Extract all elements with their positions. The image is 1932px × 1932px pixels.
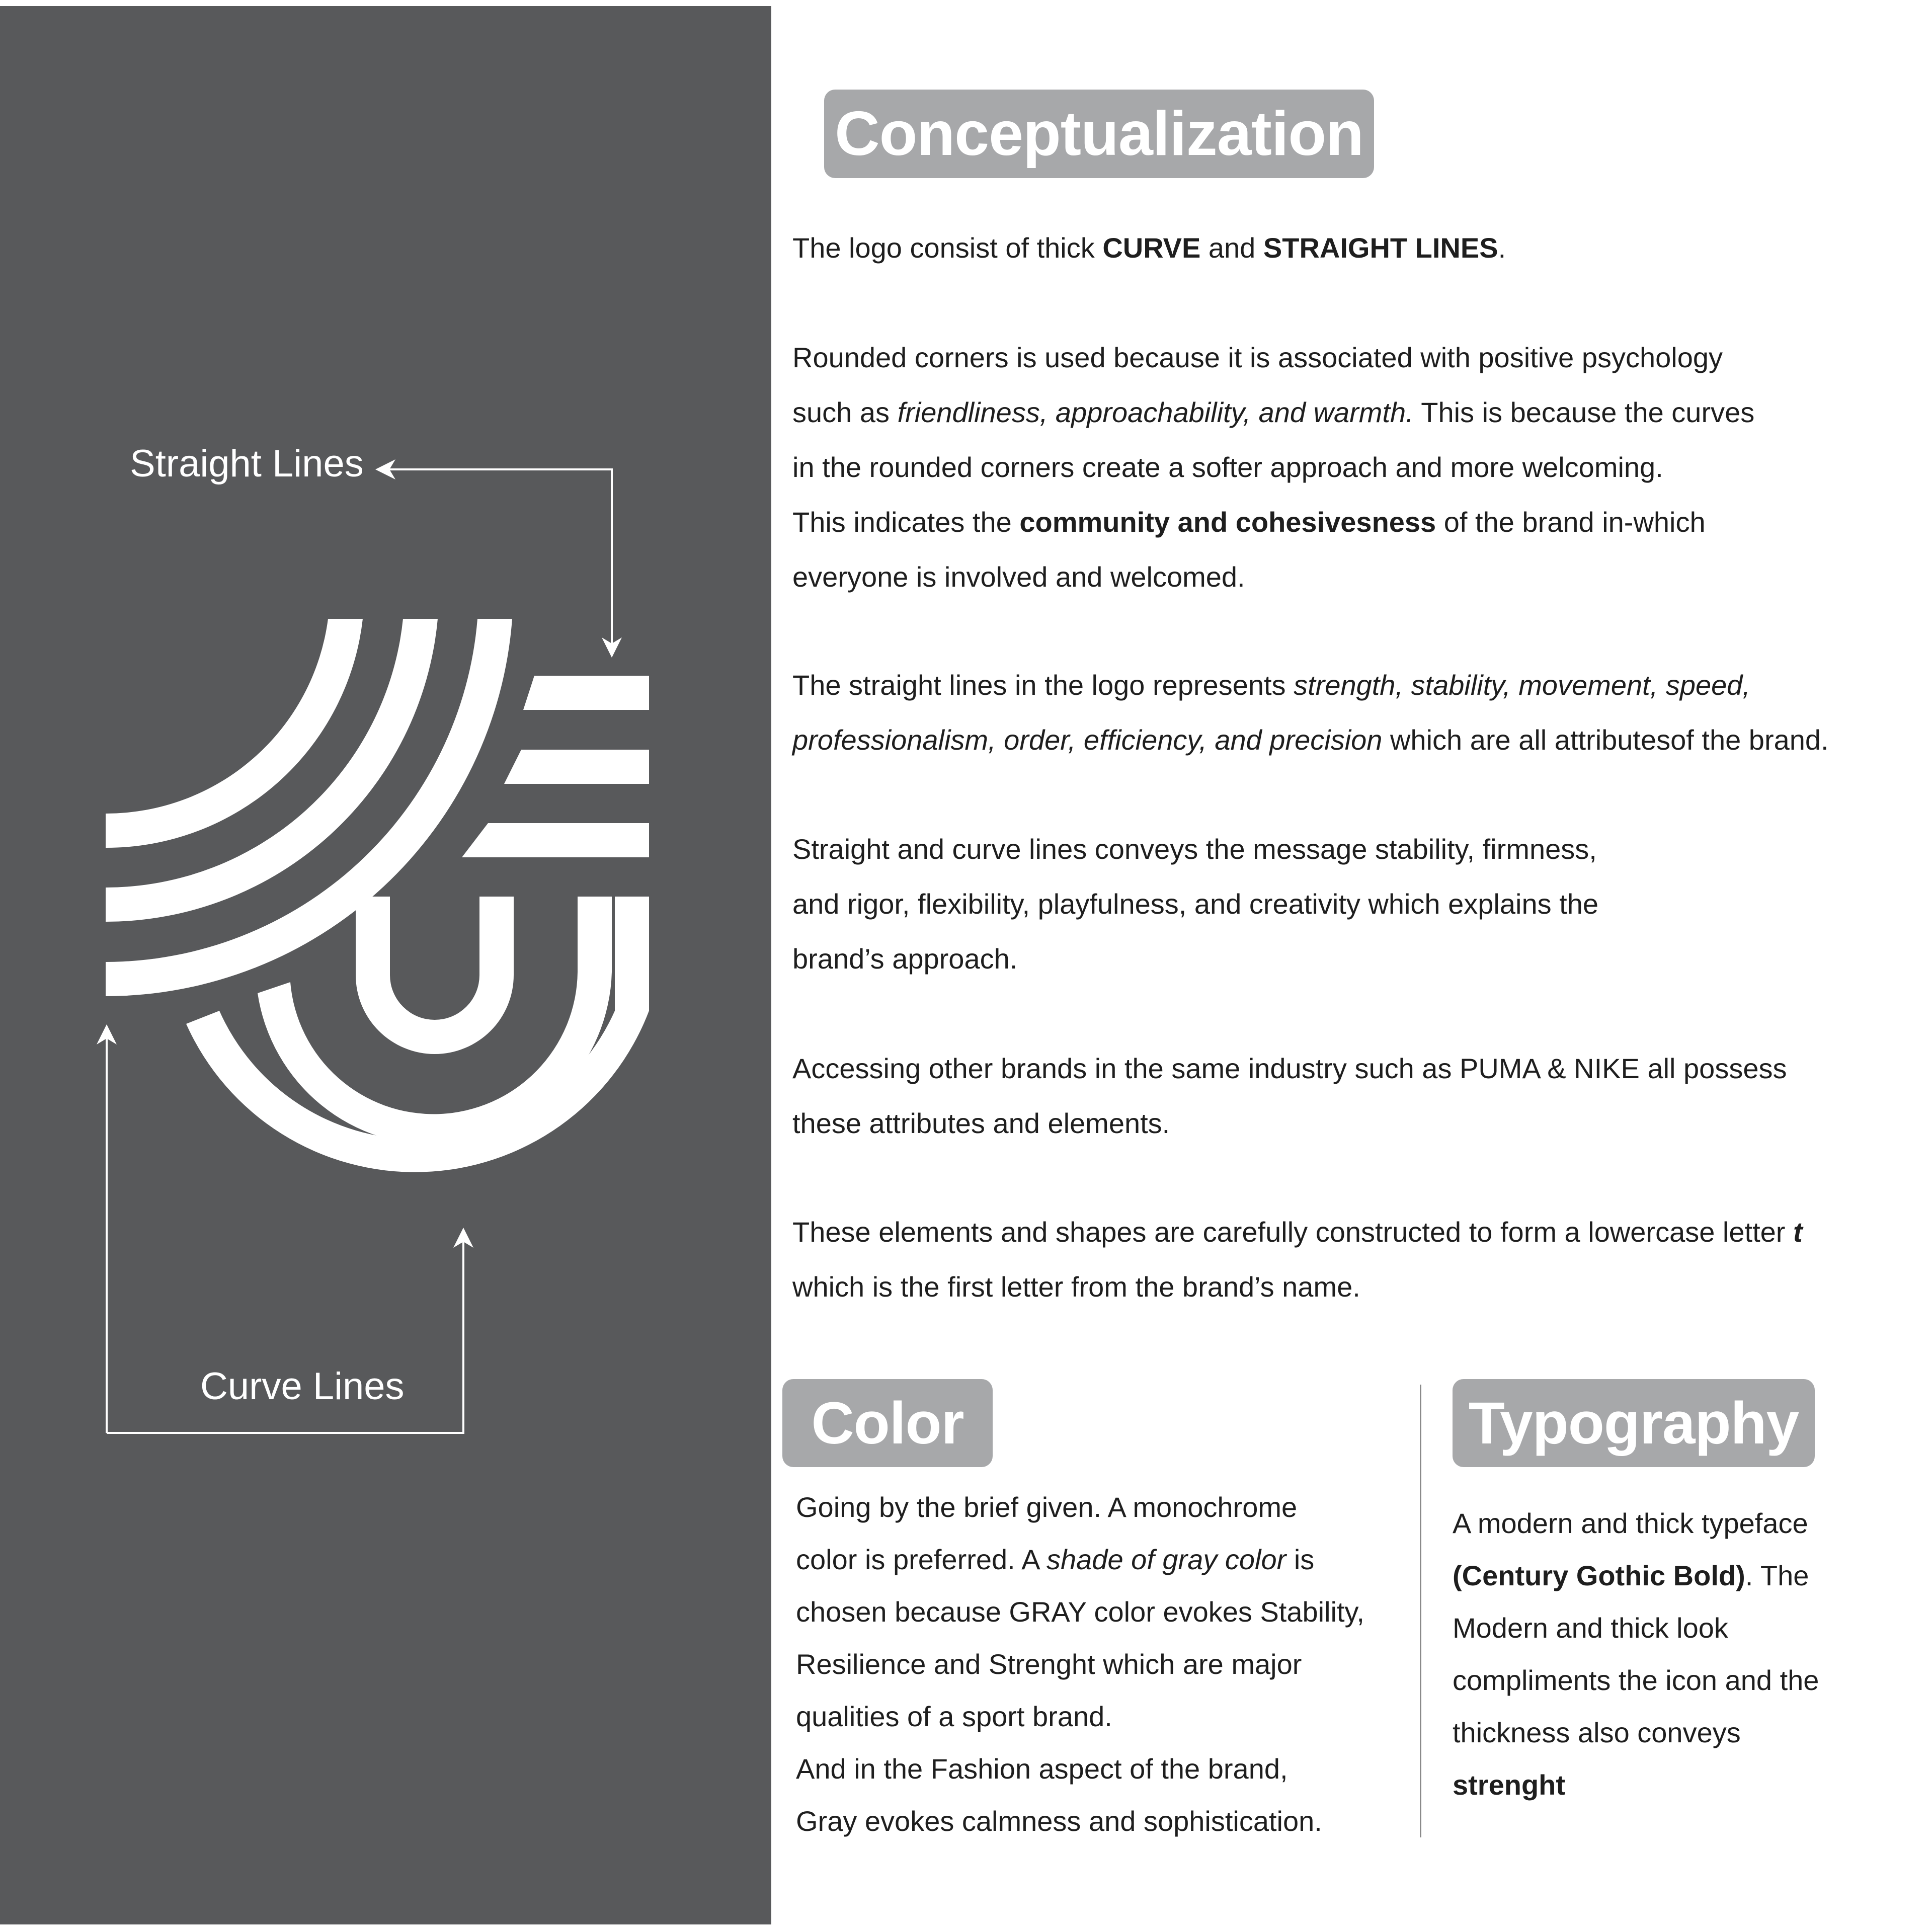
color-paragraph: Going by the brief given. A monochrome color is preferred. A shade of gray color is chosen because GRAY color evokes Stability, Resilience and Strenght which are major qualities of a sport brand. And in the Fashion aspect of the brand, Gray evokes calmness and sophistication.	[796, 1491, 1364, 1837]
section-divider	[1420, 1385, 1421, 1837]
concept-paragraph-5: Accessing other brands in the same industry such as PUMA & NIKE all possess these attributes and elements.	[792, 1053, 1787, 1139]
concept-paragraph-2: Rounded corners is used because it is associated with positive psychology such as friendliness, approachability, and warmth. This is because the curves in the rounded corners create a softer approach and more welcoming. This indicates the community and cohesivesness of the brand in-which everyone is involved and welcomed.	[792, 342, 1755, 593]
conceptualization-heading: Conceptualization	[824, 90, 1374, 178]
logo-diagram	[0, 0, 771, 1932]
logo-bar-3	[462, 823, 649, 857]
straight-lines-label: Straight Lines	[130, 442, 364, 485]
logo-bar-2	[504, 750, 649, 784]
typography-heading: Typography	[1453, 1379, 1815, 1467]
logo-mark-t	[106, 619, 649, 1172]
concept-paragraph-4: Straight and curve lines conveys the message stability, firmness, and rigor, flexibility, playfulness, and creativity which explains the brand’s approach.	[792, 833, 1598, 975]
typography-paragraph: A modern and thick typeface (Century Gothic Bold). The Modern and thick look compliments the icon and the thickness also conveys strenght	[1453, 1507, 1819, 1801]
concept-paragraph-1: The logo consist of thick CURVE and STRAIGHT LINES.	[792, 232, 1506, 264]
logo-bar-1	[523, 676, 649, 710]
curve-lines-label: Curve Lines	[200, 1365, 405, 1408]
concept-paragraph-3: The straight lines in the logo represents strength, stability, movement, speed, professionalism, order, efficiency, and precision which are all attributesof the brand.	[792, 669, 1829, 756]
concept-paragraph-6: These elements and shapes are carefully constructed to form a lowercase letter t which is the first letter from the brand’s name.	[792, 1216, 1803, 1303]
logo-u-inner	[356, 897, 514, 1054]
color-heading: Color	[782, 1379, 993, 1467]
